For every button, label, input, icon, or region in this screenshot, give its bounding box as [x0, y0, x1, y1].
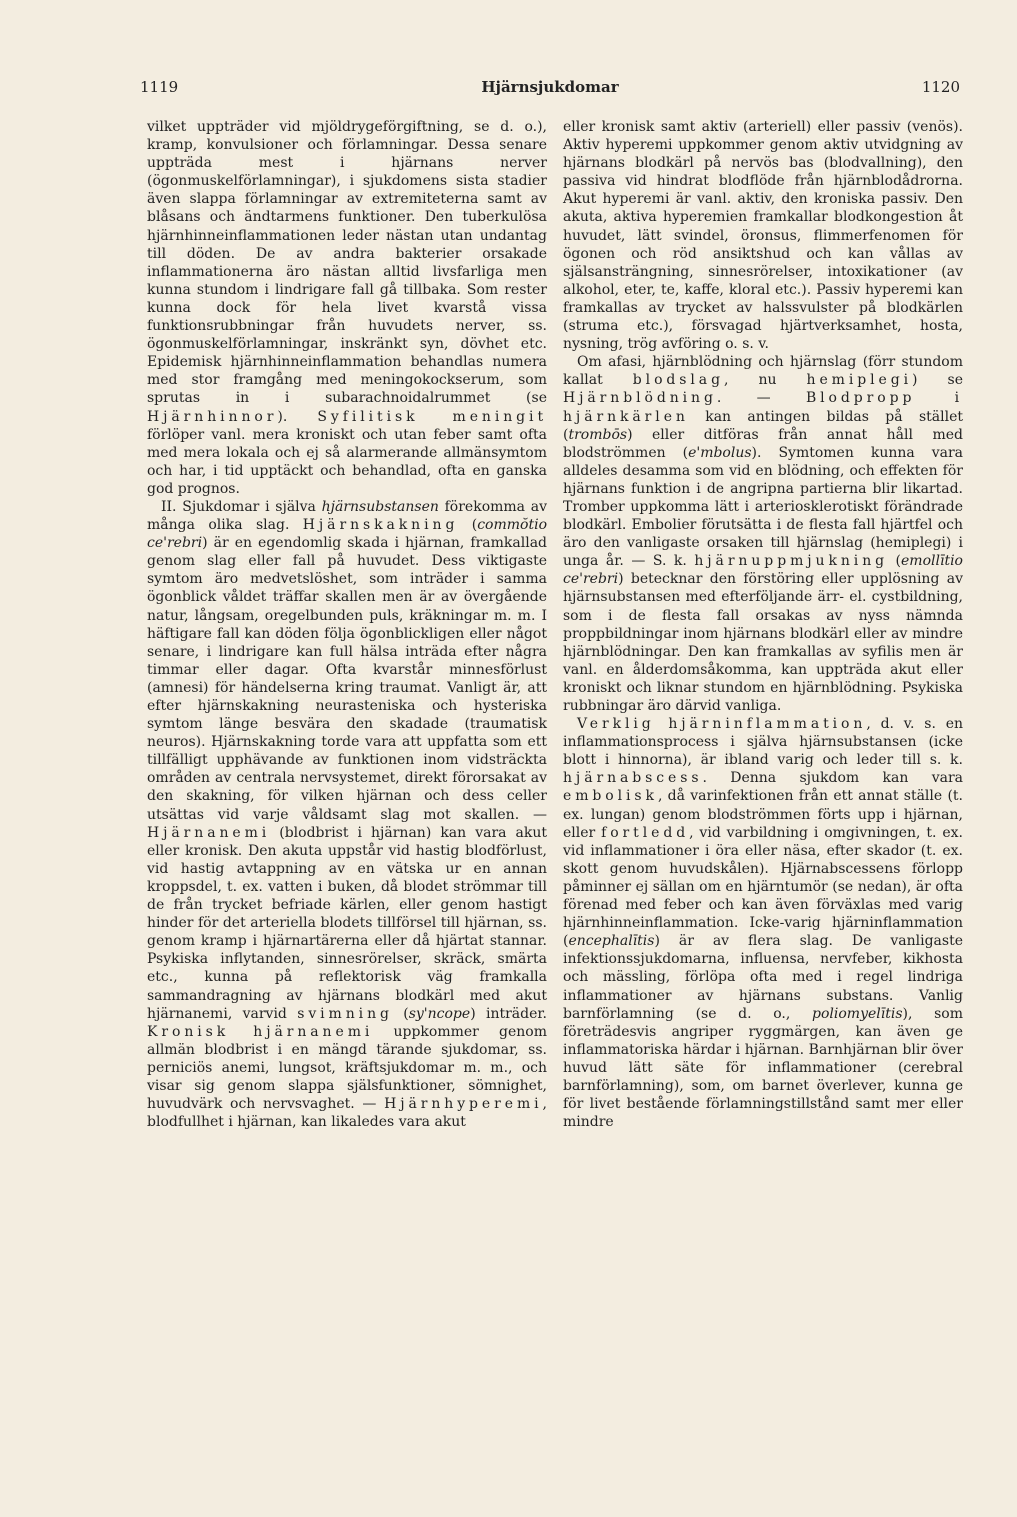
latin-term: commŏtio ce'rebri: [147, 517, 547, 552]
latin-term: poliomyelītis: [812, 1005, 903, 1022]
latin-term: e'mbolus: [688, 444, 752, 461]
emphasized-term: svimning: [297, 1005, 393, 1022]
latin-term: encephalītis: [568, 933, 655, 950]
latin-term: trombōs: [568, 426, 628, 443]
emphasized-term: embolisk: [563, 788, 658, 805]
latin-term: sy'ncope: [408, 1005, 471, 1022]
emphasized-term: hjärnuppmjukning: [694, 553, 889, 570]
emphasized-term: Hjärnanemi: [147, 824, 271, 841]
emphasized-term: hemiplegi: [806, 372, 913, 389]
right-column: [563, 118, 963, 1131]
emphasized-term: Syfilitisk meningit: [317, 408, 547, 425]
paragraph: Om afasi, hjärnblödning och hjärnslag (förr stundom kallat blodslag, nu hemiplegi) se Hjärnblödning. — Blodpropp i hjärnkärlen kan antingen bildas på stället (trombōs) eller ditföras från annat håll med blodströmmen (e'mbolus). Symtomen kunna vara alldeles desamma som vid en blödning, och effekten för hjärnans funktion i de angripna partierna blir likartad. Tromber uppkomma lätt i arteriosklerotiskt förändrade blodkärl. Embolier förutsätta i de flesta fall hjärtfel och äro den vanligaste orsaken till hjärnslag (hemiplegi) i unga år. — S. k. hjärnuppmjukning (emollītio ce'rebri) betecknar den förstöring eller upplösning av hjärnsubstansen med efterföljande ärr- el. cystbildning, som i de flesta fall orsakas av nyss nämnda proppbildningar inom hjärnans blodkärl eller av mindre hjärnblödningar. Den kan framkallas av syfilis men är vanl. en ålderdomsåkomma, kan uppträda akut eller kroniskt och liknar stundom en hjärnblödning. Psykiska rubbningar äro därvid vanliga.: [563, 354, 963, 714]
emphasized-term: fortledd: [601, 824, 690, 841]
emphasized-term: Verklig hjärninflammation: [577, 716, 867, 733]
cross-reference: Hjärnhinnor: [147, 408, 278, 425]
paragraph: vilket uppträder vid mjöldrygeförgiftning, se d. o.), kramp, konvulsioner och förlamningar. Dessa senare uppträda mest i hjärnans nerver (ögonmuskelförlamningar), i sjukdomens sista stadier även slappa förlamningar av extremiteterna samt av blåsans och ändtarmens funktioner. Den tuberkulösa hjärnhinneinflammationen leder nästan utan undantag till döden. De av andra bakterier orsakade inflammationerna äro nästan alltid livsfarliga men kunna stundom i lindrigare fall gå tillbaka. Som rester kunna dock för hela livet kvarstå vissa funktionsrubbningar från huvudets nerver, ss. ögonmuskelförlamningar, inskränkt syn, dövhet etc. Epidemisk hjärnhinneinflammation behandlas numera med stor framgång med meningokockserum, som sprutas in i subarachnoidalrummet (se Hjärnhinnor). Syfilitisk meningit förlöper vanl. mera kroniskt och utan feber samt ofta med mera lokala och ej så alarmerande allmänsymtom och har, i tid upptäckt och behandlad, ofta en ganska god prognos.: [147, 119, 547, 497]
emphasized-term: Blodpropp i hjärnkärlen: [563, 390, 963, 425]
emphasized-term: hjärnabscess: [563, 770, 703, 787]
page-header: [140, 78, 960, 102]
emphasized-term: blodslag: [632, 372, 724, 389]
page-number-right: 1120: [921, 78, 960, 96]
emphasized-term: hjärnsubstansen: [321, 498, 439, 515]
paragraph: eller kronisk samt aktiv (arteriell) eller passiv (venös). Aktiv hyperemi uppkommer genom aktiv utvidgning av hjärnans blodkärl på nervös bas (blodvallning), den passiva vid hindrat blodflöde från hjärnblodådrorna. Akut hyperemi är vanl. aktiv, den kroniska passiv. Den akuta, aktiva hyperemien framkallar blodkongestion åt huvudet, lätt svindel, öronsus, flimmerfenomen för ögonen och röd ansiktshud och kan vållas av själsansträngning, sinnesrörelser, intoxikationer (av alkohol, eter, te, kaffe, kloral etc.). Passiv hyperemi kan framkallas av trycket av halssvulster på blodkärlen (struma etc.), försvagad hjärtverksamhet, hosta, nysning, trög avföring o. s. v.: [563, 119, 963, 353]
paragraph: II. Sjukdomar i själva hjärnsubstansen förekomma av många olika slag. Hjärnskakning (commŏtio ce'rebri) är en egendomlig skada i hjärnan, framkallad genom slag eller fall på huvudet. Dess viktigaste symtom äro medvetslöshet, som inträder i samma ögonblick våldet träffar skallen men är av övergående natur, långsam, oregelbunden puls, kräkningar m. m. I häftigare fall kan döden följa ögonblickligen eller något senare, i lindrigare kan full hälsa inträda efter några timmar eller dagar. Ofta kvarstår minnesförlust (amnesi) för händelserna kring traumat. Vanligt är, att efter hjärnskakning neurasteniska och hysteriska symtom länge besvära den skadade (traumatisk neuros). Hjärnskakning torde vara att uppfatta som ett tillfälligt upphävande av funktionen inom vidsträckta områden av centrala nervsystemet, direkt förorsakat av den skakning, för vilken hjärnan och dess celler utsättas vid varje våldsamt slag mot skallen. — Hjärnanemi (blodbrist i hjärnan) kan vara akut eller kronisk. Den akuta uppstår vid hastig blodförlust, vid hastig avtappning av en vätska ur en annan kroppsdel, t. ex. vatten i buken, då blodet strömmar till de från trycket befriade kärlen, eller genom hastigt hinder för det arteriella blodets tillförsel till hjärnan, ss. genom kramp i hjärnartärerna eller då hjärtat stannar. Psykiska inflytanden, sinnesrörelser, skräck, smärta etc., kunna på reflektorisk väg framkalla sammandragning av hjärnans blodkärl med akut hjärnanemi, varvid svimning (sy'ncope) inträder. Kronisk hjärnanemi uppkommer genom allmän blodbrist i en mängd tärande sjukdomar, ss. perniciös anemi, lungsot, kräftsjukdomar m. m., och visar sig genom slappa själsfunktioner, sömnighet, huvudvärk och nervsvaghet. — Hjärnhyperemi, blodfullhet i hjärnan, kan likaledes vara akut: [147, 498, 547, 1131]
paragraph: Verklig hjärninflammation, d. v. s. en inflammationsprocess i själva hjärnsubstansen (icke blott i hinnorna), är ibland varig och leder till s. k. hjärnabscess. Denna sjukdom kan vara embolisk, då varinfektionen från ett annat ställe (t. ex. lungan) genom blodströmmen förts upp i hjärnan, eller fortledd, vid varbildning i omgivningen, t. ex. vid inflammationer i öra eller näsa, efter skador (t. ex. skott genom huvudskålen). Hjärnabscessens förlopp påminner ej sällan om en hjärntumör (se nedan), är ofta förenad med feber och kan även förväxlas med varig hjärnhinneinflammation. Icke-varig hjärninflammation (encephalītis) är av flera slag. De vanligaste infektionssjukdomarna, influensa, nervfeber, kikhosta och mässling, förlöpa ofta med i regel lindriga inflammationer av hjärnans substans. Vanlig barnförlamning (se d. o., poliomyelītis), som företrädesvis angriper ryggmärgen, kan även ge inflammatoriska härdar i hjärnan. Barnhjärnan blir över huvud lätt säte för inflammationer (cerebral barnförlamning), som, om barnet överlever, kunna ge för livet bestående förlamningstillstånd samt mer eller mindre: [563, 716, 963, 1131]
left-column: [147, 118, 547, 1131]
latin-term: emollītio ce'rebri: [563, 553, 963, 588]
emphasized-term: Hjärnhyperemi: [384, 1096, 543, 1113]
running-title: Hjärnsjukdomar: [481, 78, 619, 96]
emphasized-term: Hjärnskakning: [302, 517, 459, 534]
cross-reference: Hjärnblödning: [563, 390, 717, 407]
emphasized-term: Kronisk hjärnanemi: [147, 1023, 374, 1040]
page-number-left: 1119: [140, 78, 179, 96]
